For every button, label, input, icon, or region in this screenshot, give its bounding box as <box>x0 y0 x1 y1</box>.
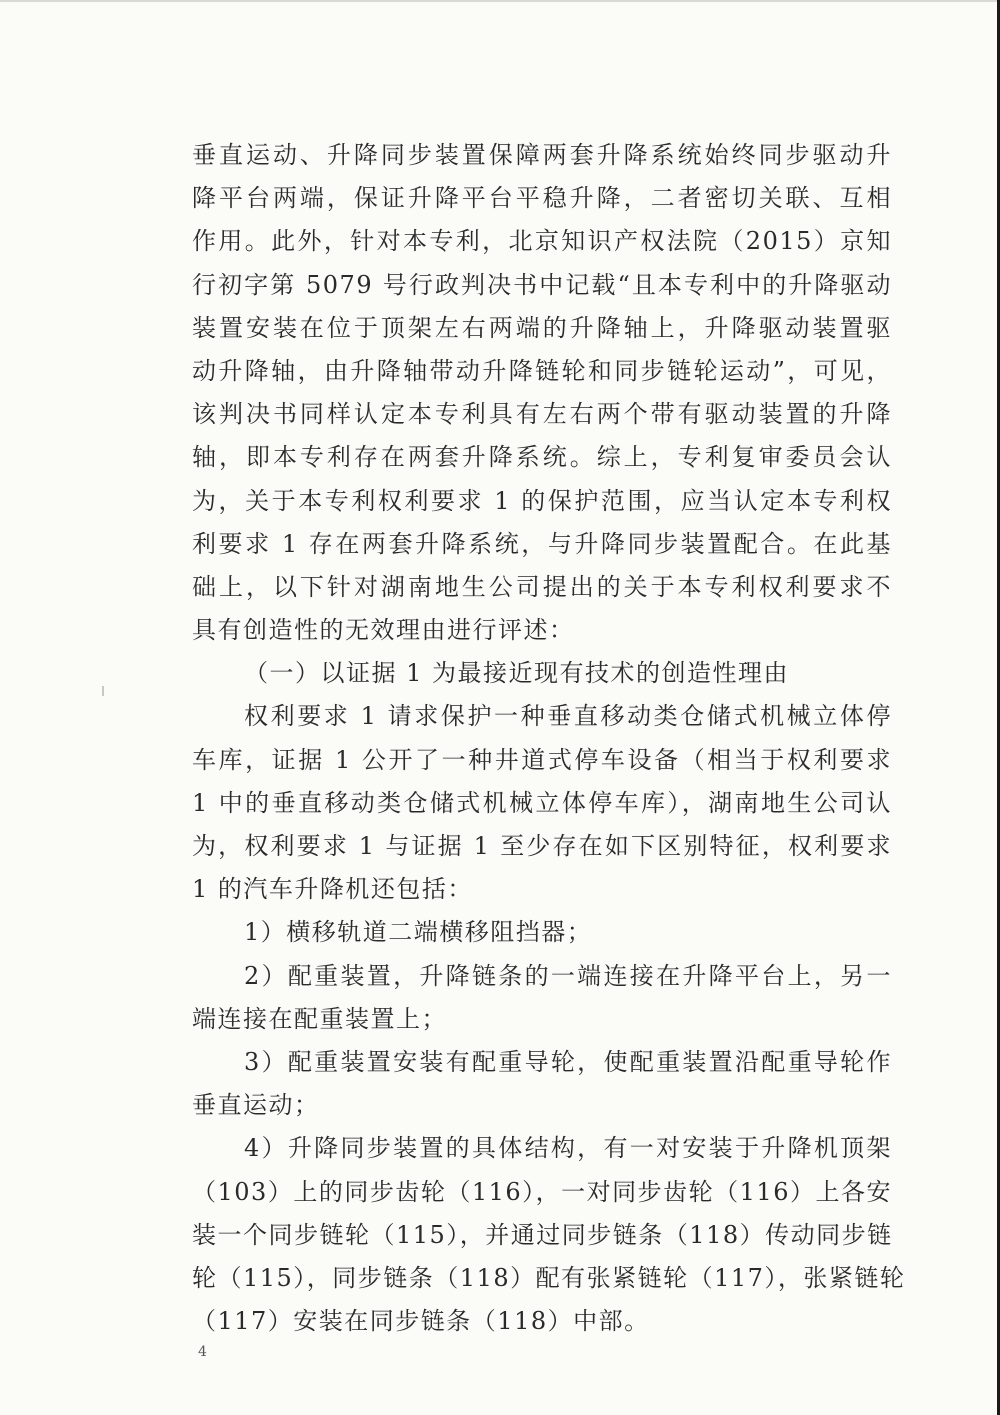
text-line: 权利要求 1 请求保护一种垂直移动类仓储式机械立体停 <box>244 702 892 731</box>
text-line: 装置安装在位于顶架左右两端的升降轴上，升降驱动装置驱 <box>192 313 892 342</box>
text-line: 端连接在配重装置上； <box>192 1004 447 1033</box>
text-line: 具有创造性的无效理由进行评述： <box>192 616 575 645</box>
text-line: 车库，证据 1 公开了一种井道式停车设备（相当于权利要求 <box>192 745 892 774</box>
text-line: 1 的汽车升降机还包括： <box>192 875 473 904</box>
text-line: （103）上的同步齿轮（116），一对同步齿轮（116）上各安 <box>192 1177 892 1206</box>
section-heading: （一）以证据 1 为最接近现有技术的创造性理由 <box>244 659 790 688</box>
text-line: 为，关于本专利权利要求 1 的保护范围，应当认定本专利权 <box>192 486 892 515</box>
text-line: 行初字第 5079 号行政判决书中记载“且本专利中的升降驱动 <box>192 270 892 299</box>
text-line: 础上，以下针对湖南地生公司提出的关于本专利权利要求不 <box>192 572 892 601</box>
text-line: 装一个同步链轮（115），并通过同步链条（118）传动同步链 <box>192 1220 893 1249</box>
list-item: 4）升降同步装置的具体结构，有一对安装于升降机顶架 <box>244 1134 892 1163</box>
text-line: 作用。此外，针对本专利，北京知识产权法院（2015）京知 <box>192 227 892 256</box>
margin-mark <box>102 686 104 696</box>
list-item: 1）横移轨道二端横移阻挡器； <box>244 918 593 947</box>
text-line: 轮（115），同步链条（118）配有张紧链轮（117），张紧链轮 <box>192 1263 906 1292</box>
text-line: 为，权利要求 1 与证据 1 至少存在如下区别特征，权利要求 <box>192 832 892 860</box>
text-line: 垂直运动、升降同步装置保障两套升降系统始终同步驱动升 <box>192 141 892 169</box>
text-line: 1 中的垂直移动类仓储式机械立体停车库），湖南地生公司认 <box>192 788 892 817</box>
page-top-edge <box>0 0 1000 2</box>
document-body <box>192 134 906 1343</box>
text-line: （117）安装在同步链条（118）中部。 <box>192 1307 650 1336</box>
text-line: 动升降轴，由升降轴带动升降链轮和同步链轮运动”，可见， <box>192 356 892 385</box>
text-line: 降平台两端，保证升降平台平稳升降，二者密切关联、互相 <box>192 184 892 213</box>
text-line: 垂直运动； <box>192 1091 320 1120</box>
list-item: 2）配重装置，升降链条的一端连接在升降平台上，另一 <box>244 961 892 990</box>
text-line: 利要求 1 存在两套升降系统，与升降同步装置配合。在此基 <box>192 529 892 558</box>
list-item: 3）配重装置安装有配重导轮，使配重装置沿配重导轮作 <box>244 1047 892 1076</box>
text-line: 该判决书同样认定本专利具有左右两个带有驱动装置的升降 <box>192 400 892 429</box>
page-number: 4 <box>198 1344 207 1360</box>
text-line: 轴，即本专利存在两套升降系统。综上，专利复审委员会认 <box>192 443 892 472</box>
